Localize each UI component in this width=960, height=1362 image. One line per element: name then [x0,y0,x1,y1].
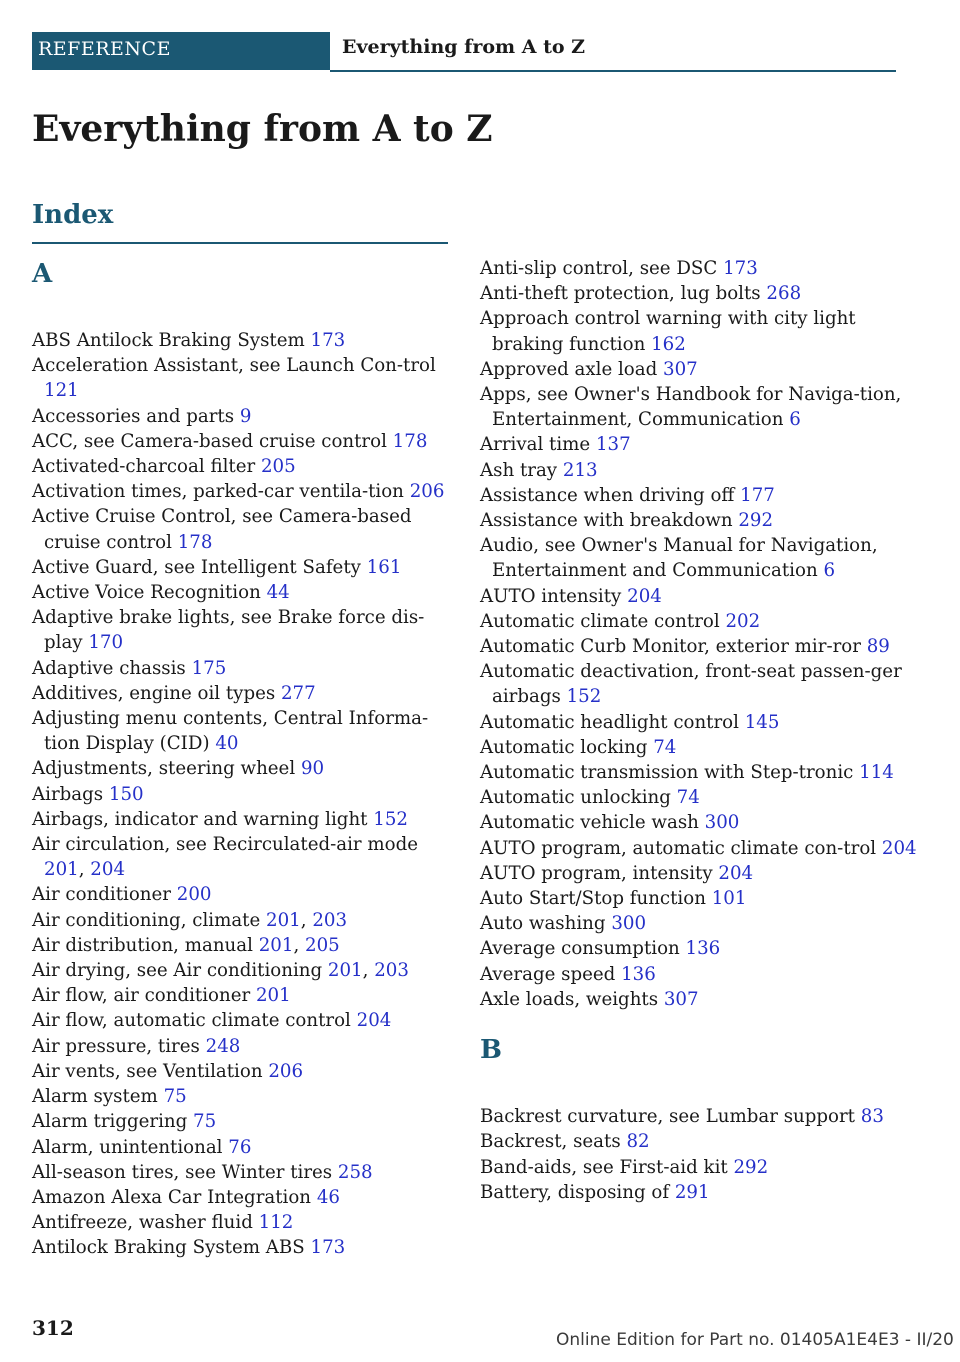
index-entry-text: Activated-charcoal filter [32,456,261,478]
page-reference-link[interactable]: 150 [108,783,144,805]
index-entry [480,936,920,961]
index-entry [480,256,920,281]
page-separator: , [300,909,313,931]
index-entry-text: Automatic transmission with Step-tronic [480,762,860,784]
index-entry-text: Accessories and parts [32,405,240,427]
page-reference-link[interactable]: 204 [627,585,662,607]
index-entry [32,656,450,681]
index-entry [32,580,450,605]
index-entry-text: Automatic deactivation, front-seat passen-ger airbags [480,661,902,708]
page-reference-link[interactable]: 307 [663,988,699,1010]
index-entry [32,328,450,353]
index-entry-text: Apps, see Owner's Handbook for Naviga-tion, Entertainment, Communication [480,384,902,431]
index-entry [480,306,920,356]
letter-heading-a: A [32,259,53,289]
index-entry-text: Band-aids, see First-aid kit [480,1156,734,1178]
index-entry-text: Ash tray [480,459,563,481]
index-entry-text: AUTO program, automatic climate con-trol [480,837,882,859]
page-reference-link[interactable]: 170 [88,632,124,654]
index-entry [32,1008,450,1033]
index-entry-text: Alarm system [32,1086,164,1108]
page-reference-link[interactable]: 292 [738,510,774,532]
page-reference-link[interactable]: 206 [409,481,445,503]
page-reference-link[interactable]: 74 [676,787,700,809]
header-divider [330,70,896,72]
page-reference-link[interactable]: 277 [280,682,316,704]
page-reference-link[interactable]: 178 [177,531,213,553]
page-reference-link[interactable]: 152 [373,808,408,830]
index-entry [32,1059,450,1084]
page-reference-link[interactable]: 89 [866,636,890,658]
index-entry [480,987,920,1012]
index-entry [480,1104,920,1129]
page-reference-link[interactable]: 201 [327,960,363,982]
index-entry-text: Alarm, unintentional [32,1136,229,1158]
page-reference-link[interactable]: 201 [266,909,301,931]
page-reference-link[interactable]: 121 [44,380,79,402]
index-entry-text: Auto washing [480,913,612,935]
index-entry [32,933,450,958]
index-entry-text: Active Guard, see Intelligent Safety [32,556,367,578]
index-entry [32,756,450,781]
index-entry-text: Assistance when driving off [480,484,741,506]
page-reference-link[interactable]: 112 [258,1212,294,1234]
page-reference-link[interactable]: 203 [374,960,409,982]
index-entry-text: Automatic climate control [480,610,726,632]
index-entry [480,432,920,457]
index-entry [32,1109,450,1134]
page-reference-link[interactable]: 90 [300,758,325,780]
index-entry-text: Active Cruise Control, see Camera-based cruise control [32,506,412,553]
index-entry-text: Automatic headlight control [480,711,745,733]
index-entry-text: Arrival time [480,434,596,456]
index-entry [32,1185,450,1210]
page-reference-link[interactable]: 205 [305,934,340,956]
index-entry [480,533,920,583]
index-entry [32,1210,450,1235]
index-entry-text: Assistance with breakdown [480,510,739,532]
spacer [32,296,450,328]
index-entry-text: Airbags, indicator and warning light [32,808,374,830]
index-entry-text: Air conditioning, climate [32,909,267,931]
index-entry [32,1135,450,1160]
index-entry-text: Amazon Alexa Car Integration [32,1186,317,1208]
index-entry [480,836,920,861]
index-entry [480,634,920,659]
spacer [480,1072,920,1104]
page-reference-link[interactable]: 9 [239,405,252,427]
index-entry [480,1155,920,1180]
index-entry [480,1180,920,1205]
page-reference-link[interactable]: 173 [310,330,346,351]
index-entry-text: Audio, see Owner's Manual for Navigation, Entertainment and Communication [480,535,878,582]
index-entry-text: Antilock Braking System ABS [32,1237,311,1259]
index-entry [480,962,920,987]
page-reference-link[interactable]: 200 [176,884,212,906]
page-reference-link[interactable]: 76 [228,1136,252,1158]
index-entry-text: Automatic vehicle wash [480,812,705,834]
edition-footer: Online Edition for Part no. 01405A1E4E3 - II/20 [556,1330,954,1350]
index-entry [32,1235,450,1260]
index-entry [480,508,920,533]
page-reference-link[interactable]: 300 [704,812,740,834]
page-reference-link[interactable]: 74 [653,736,677,758]
page-reference-link[interactable]: 201 [255,985,291,1007]
index-entry [32,832,450,882]
index-entry-text: Anti-theft protection, lug bolts [480,283,767,305]
index-heading: Index [32,200,114,230]
index-entry-text: ABS Antilock Braking System [32,330,311,351]
index-entry [480,735,920,760]
index-entry [480,659,920,709]
page-reference-link[interactable]: 173 [723,258,758,279]
index-entry [32,1160,450,1185]
page-reference-link[interactable]: 204 [718,862,754,884]
index-entry [480,609,920,634]
page-reference-link[interactable]: 177 [740,484,775,506]
page-separator: , [293,934,306,956]
index-entry-text: Air distribution, manual [32,934,259,956]
index-entry-text: Air flow, air conditioner [32,985,256,1007]
page-reference-link[interactable]: 44 [266,582,290,604]
index-entry-text: Air circulation, see Recirculated-air mode [32,834,418,856]
index-entry [32,454,450,479]
index-entry [32,908,450,933]
index-entry-text: Battery, disposing of [480,1181,675,1203]
index-entry [480,382,920,432]
letter-heading-b: B [480,1035,502,1066]
page-reference-link[interactable]: 268 [766,283,802,305]
index-entry-text: Backrest curvature, see Lumbar support [480,1106,861,1128]
index-entry-text: Automatic Curb Monitor, exterior mir-ror [480,636,867,658]
index-entry [32,706,450,756]
section-tab: REFERENCE [32,32,330,70]
index-entry-text: Automatic unlocking [480,787,677,809]
index-entry-list [480,1104,920,1205]
index-entry-text: Air vents, see Ventilation [32,1060,269,1082]
index-entry-text: AUTO intensity [480,585,628,607]
page-reference-link[interactable]: 307 [663,358,698,380]
page-reference-link[interactable]: 204 [90,859,126,881]
index-entry [32,1084,450,1109]
page-reference-link[interactable]: 202 [725,610,761,632]
index-entry-text: Backrest, seats [480,1131,627,1153]
index-entry [32,429,450,454]
page-reference-link[interactable]: 204 [881,837,917,859]
index-entry [480,911,920,936]
index-entry [32,479,450,504]
index-entry-text: Alarm triggering [32,1111,194,1133]
page-reference-link[interactable]: 40 [215,733,239,755]
index-entry-text: All-season tires, see Winter tires [32,1161,338,1183]
page-reference-link[interactable]: 248 [205,1035,241,1057]
page-reference-link[interactable]: 300 [611,913,647,935]
page-reference-link[interactable]: 136 [685,938,721,960]
page-reference-link[interactable]: 213 [562,459,598,481]
page-reference-link[interactable]: 101 [711,888,747,910]
index-entry-text: Axle loads, weights [480,988,664,1010]
index-entry [480,710,920,735]
index-entry [480,357,920,382]
page-reference-link[interactable]: 292 [733,1156,769,1178]
index-entry-text: Auto Start/Stop function [480,888,712,910]
index-entry-text: Activation times, parked-car ventila-tion [32,481,410,503]
page-number: 312 [32,1316,74,1340]
index-entry [32,353,450,403]
index-entry [480,584,920,609]
index-entry [32,807,450,832]
page-reference-link[interactable]: 136 [621,963,656,985]
index-entry-text: Approach control warning with city light braking function [480,308,856,355]
page-reference-link[interactable]: 75 [163,1086,187,1108]
page-reference-link[interactable]: 204 [356,1010,392,1032]
index-entry [480,458,920,483]
index-entry-text: Airbags [32,783,109,805]
index-entry [32,555,450,580]
page-reference-link[interactable]: 75 [193,1111,217,1133]
index-entry-text: Additives, engine oil types [32,682,281,704]
index-entry-list [32,328,450,1261]
index-entry-text: Acceleration Assistant, see Launch Con-trol [32,355,436,377]
index-entry [32,882,450,907]
index-column-left [32,256,450,1261]
page-reference-link[interactable]: 201 [44,859,79,881]
index-entry [32,958,450,983]
page-reference-link[interactable]: 6 [789,409,801,431]
page-reference-link[interactable]: 205 [260,456,296,478]
index-entry [480,861,920,886]
index-entry-text: Air drying, see Air conditioning [32,960,328,982]
index-entry-text: AUTO program, intensity [480,862,719,884]
index-entry-text: ACC, see Camera-based cruise control [32,430,393,452]
index-entry [480,760,920,785]
page-reference-link[interactable]: 6 [823,560,836,582]
index-entry [32,404,450,429]
index-entry [480,483,920,508]
index-entry-text: Adaptive chassis [32,657,192,679]
index-entry-text: Approved axle load [480,358,664,380]
index-entry [32,681,450,706]
index-entry-text: Average consumption [480,938,686,960]
index-entry [480,785,920,810]
page-reference-link[interactable]: 175 [191,657,227,679]
index-entry [32,983,450,1008]
page-reference-link[interactable]: 201 [258,934,294,956]
page-reference-link[interactable]: 203 [312,909,348,931]
index-entry [480,886,920,911]
page-reference-link[interactable]: 114 [859,762,894,784]
index-entry-text: Average speed [480,963,622,985]
running-header-title: Everything from A to Z [342,36,586,58]
index-column-right [480,256,920,1205]
index-entry-text: Air pressure, tires [32,1035,206,1057]
index-entry [32,1034,450,1059]
index-entry-text: Air flow, automatic climate control [32,1010,357,1032]
page-reference-link[interactable]: 173 [310,1237,346,1259]
index-entry [32,504,450,554]
index-entry-text: Antifreeze, washer fluid [32,1212,259,1234]
page-reference-link[interactable]: 258 [337,1161,373,1183]
index-entry [480,810,920,835]
page-reference-link[interactable]: 161 [366,556,402,578]
index-entry [32,782,450,807]
page-reference-link[interactable]: 137 [595,434,631,456]
index-entry-text: Adaptive brake lights, see Brake force dis-play [32,607,425,654]
index-entry [480,1129,920,1154]
index-entry-text: Automatic locking [480,736,654,758]
index-entry-text: Active Voice Recognition [32,582,267,604]
page-reference-link[interactable]: 83 [860,1106,884,1128]
page-reference-link[interactable]: 162 [651,333,686,355]
page-reference-link[interactable]: 206 [268,1060,304,1082]
index-entry-text: Air conditioner [32,884,177,906]
index-entry-text: Adjustments, steering wheel [32,758,301,780]
index-entry-text: Adjusting menu contents, Central Informa-tion Display (CID) [32,708,429,755]
index-entry [32,605,450,655]
page-title: Everything from A to Z [32,108,493,150]
index-entry-text: Anti-slip control, see DSC [480,258,724,279]
page-reference-link[interactable]: 46 [316,1186,340,1208]
page-separator: , [78,859,91,881]
page-reference-link[interactable]: 291 [674,1181,710,1203]
index-entry-list [480,256,920,1012]
page-reference-link[interactable]: 178 [392,430,428,452]
page-reference-link[interactable]: 82 [626,1131,650,1153]
page-reference-link[interactable]: 145 [744,711,780,733]
index-divider [32,242,448,244]
page-separator: , [362,960,375,982]
index-entry [480,281,920,306]
page-reference-link[interactable]: 152 [566,686,602,708]
